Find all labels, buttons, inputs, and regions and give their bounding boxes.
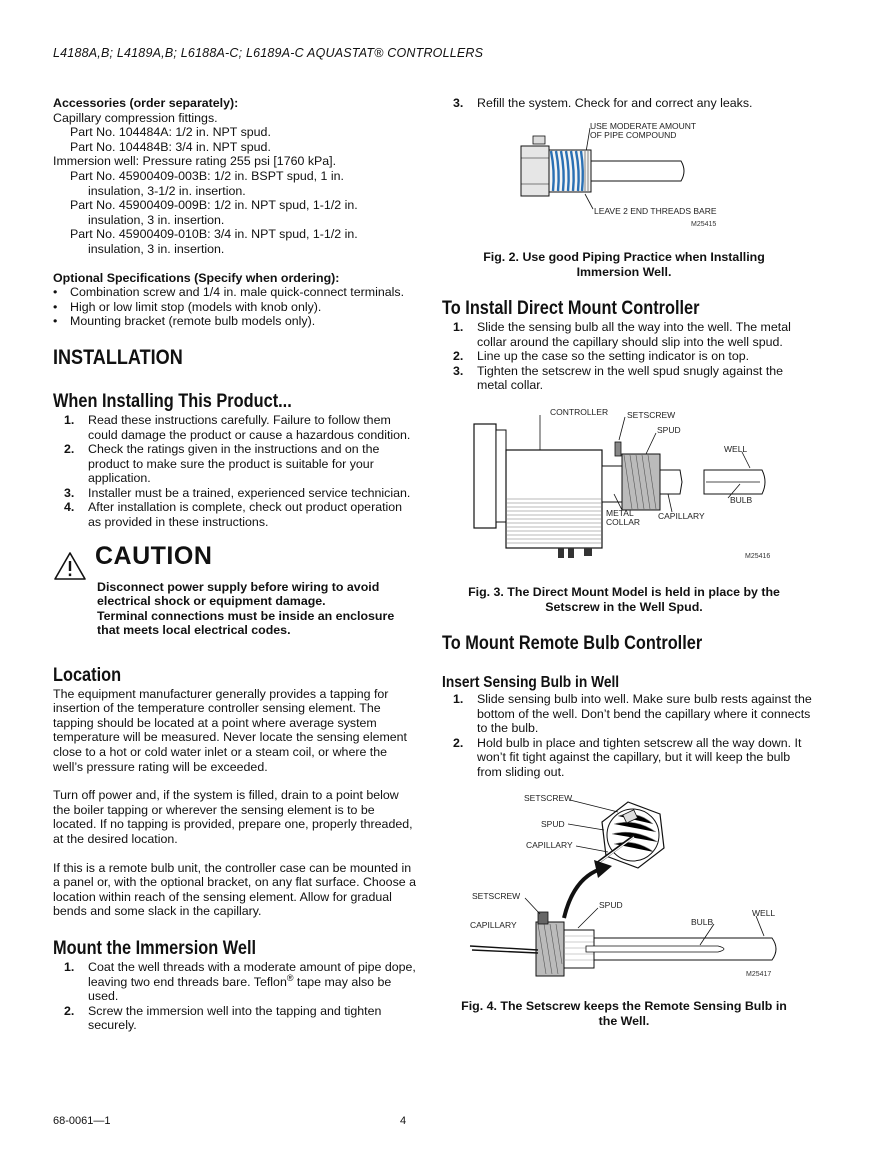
direct-mount-steps [442,320,814,393]
fig4-label-spud-top: SPUD [541,819,565,829]
fig2-label-compound-1: USE MODERATE AMOUNT [590,121,697,131]
accessories-heading: Accessories (order separately): [53,96,239,110]
list-item: 3. Refill the system. Check for and correct any leaks. [453,96,753,110]
list-item: 1. Read these instructions carefully. Failure to follow them could damage the product or cause a hazardous condition. [64,412,411,442]
remote-bulb-heading: To Mount Remote Bulb Controller [442,633,703,654]
direct-mount-section [442,298,814,393]
fig3-label-well: WELL [724,444,748,454]
when-installing-heading: When Installing This Product... [53,390,292,412]
caution-title: CAUTION [95,541,213,570]
fig4-caption: Fig. 4. The Setscrew keeps the Remote Sensing Bulb in the Well. [461,999,787,1028]
list-item: 2. Hold bulb in place and tighten setscrew all the way down. It won’t fit tight against the capillary, but it will keep the bulb from sliding out. [453,735,802,779]
refill-step [442,96,814,111]
left-column [53,96,418,1033]
accessory-line: insulation, 3 in. insertion. [88,241,225,256]
list-item: 1. Coat the well threads with a moderate amount of pipe dope, leaving two end threads bare. Teflon® tape may also be used. [64,959,416,1004]
fig2-caption: Fig. 2. Use good Piping Practice when Installing Immersion Well. [483,250,765,279]
optional-specs-list [53,285,418,329]
location-paragraph: The equipment manufacturer generally provides a tapping for insertion of the temperature controller sensing element. The tapping should be located at a point where average system temperature will be measured. Never locate the sensing element close to a hot or cold water inlet or a steam coil, or where the well’s pressure rating will be exceeded. [53,686,408,774]
list-item: • Combination screw and 1/4 in. male quick-connect terminals. [53,285,418,300]
list-item: 3. Installer must be a trained, experienced service technician. [64,485,411,500]
location-paragraph: If this is a remote bulb unit, the controller case can be mounted in a panel or, with the optional bracket, on any flat surface. Choose a location within reach of the sensing element. Allow for gradual bends and some slack in the capillary. [53,860,416,919]
fig4-label-setscrew-bottom: SETSCREW [472,891,521,901]
accessory-line: Part No. 104484B: 3/4 in. NPT spud. [70,139,271,154]
list-item: 3. Tighten the setscrew in the well spud snugly against the metal collar. [453,363,784,393]
fig3-label-bulb: BULB [730,495,753,505]
accessory-line: Part No. 45900409-010B: 3/4 in. NPT spud, 1-1/2 in. [70,227,358,242]
fig3-code: M25416 [745,553,771,560]
mount-well-steps [53,960,418,1033]
fig3-caption: Fig. 3. The Direct Mount Model is held in place by the Setscrew in the Well Spud. [468,585,780,614]
list-item: 4. After installation is complete, check out product operation as provided in these instructions. [64,500,403,530]
fig4-label-spud-bottom: SPUD [599,900,623,910]
insert-bulb-steps [442,692,814,780]
accessory-line: Immersion well: Pressure rating 255 psi [1760 kPa]. [53,154,337,169]
location-heading: Location [53,664,122,686]
accessory-line: insulation, 3-1/2 in. insertion. [88,183,246,198]
fig3-label-spud: SPUD [657,425,681,435]
fig4-label-capillary-bottom: CAPILLARY [470,920,517,930]
fig4-label-setscrew-top: SETSCREW [524,793,573,803]
list-item: 2. Line up the case so the setting indicator is on top. [453,349,750,364]
running-header: L4188A,B; L4189A,B; L6188A-C; L6189A-C AQUASTAT® CONTROLLERS [53,46,484,60]
footer-doc-number: 68-0061—1 [53,1115,111,1127]
fig3-label-capillary: CAPILLARY [658,511,705,521]
list-item: 2. Screw the immersion well into the tapping and tighten securely. [64,1003,382,1033]
fig2-label-threads: LEAVE 2 END THREADS BARE [594,206,717,216]
installation-heading: INSTALLATION [53,345,183,369]
fig3-label-setscrew: SETSCREW [627,410,676,420]
fig4-label-bulb: BULB [691,917,714,927]
accessory-line: Part No. 104484A: 1/2 in. NPT spud. [70,125,271,140]
fig4-label-capillary-top: CAPILLARY [526,840,573,850]
fig3-label-controller: CONTROLLER [550,407,609,417]
accessory-line: Part No. 45900409-003B: 1/2 in. BSPT spud, 1 in. [70,168,344,183]
accessory-line: Capillary compression fittings. [53,110,218,125]
fig3-label-metal: METAL [606,508,634,518]
right-column [442,96,814,111]
fig3-label-collar: COLLAR [606,517,641,527]
fig2-label-compound-2: OF PIPE COMPOUND [590,130,677,140]
mount-well-heading: Mount the Immersion Well [53,937,257,959]
optional-specs-heading: Optional Specifications (Specify when ordering): [53,270,340,285]
caution-box [53,541,418,645]
when-installing-steps [53,413,418,530]
list-item: 1. Slide sensing bulb into well. Make sure bulb rests against the bottom of the well. Don’t bend the capillary where it connects to the bulb. [453,692,812,736]
insert-bulb-subheading: Insert Sensing Bulb in Well [442,674,620,691]
list-item: 2. Check the ratings given in the instructions and on the product to make sure the product is suitable for your application. [64,442,380,486]
fig4-code: M25417 [746,971,772,978]
warning-triangle-icon [53,551,87,581]
list-item: • Mounting bracket (remote bulb models only). [53,314,418,329]
list-item: • High or low limit stop (models with knob only). [53,300,418,315]
accessory-line: insulation, 3 in. insertion. [88,212,225,227]
figure-3-direct-mount [472,402,782,562]
accessory-line: Part No. 45900409-009B: 1/2 in. NPT spud, 1-1/2 in. [70,198,358,213]
remote-bulb-section [442,633,814,780]
location-paragraph: Turn off power and, if the system is filled, drain to a point below the boiler tapping or wherever the sensing element is to be located. If no tapping is provided, prepare one, properly threaded, at the desired location. [53,788,413,846]
direct-mount-heading: To Install Direct Mount Controller [442,298,700,319]
figure-4-remote-bulb [468,790,788,982]
accessories-list [53,111,418,257]
caution-text: Disconnect power supply before wiring to avoid electrical shock or equipment damage. Terminal connections must be inside an enclosure that meets local electrical codes. [97,579,395,638]
footer-page-number: 4 [400,1115,407,1127]
fig2-code: M25415 [691,221,717,228]
fig4-label-well: WELL [752,908,776,918]
list-item: 1. Slide the sensing bulb all the way into the well. The metal collar around the capillary should slip into the well spud. [453,320,791,349]
figure-2-immersion-well [515,118,717,230]
